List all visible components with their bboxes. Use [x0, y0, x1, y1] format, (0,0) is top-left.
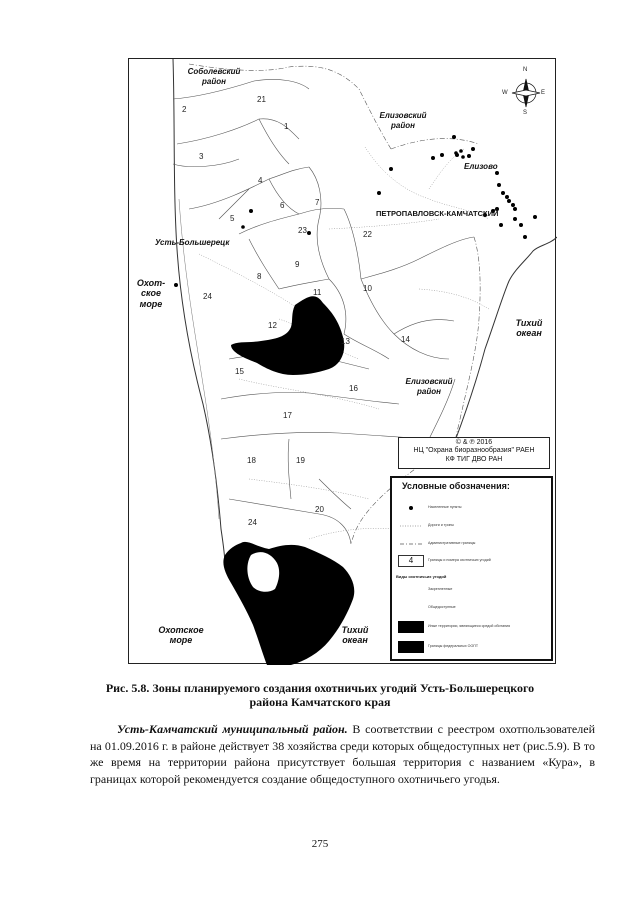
figure-caption	[90, 682, 550, 710]
legend-row-habitat: Иные территории, являющиеся средой обитания	[394, 621, 552, 635]
legend-row-roads: Дороги и тропы	[394, 520, 552, 534]
zone-label: 17	[283, 411, 292, 420]
admin-border-icon	[398, 538, 424, 550]
sea-pacific-lower: Тихий океан	[341, 625, 369, 646]
zone-label: 2	[182, 105, 187, 114]
zone-label: 19	[296, 456, 305, 465]
habitat-region-south	[223, 542, 354, 665]
legend-row-hunting: 4 Границы и номера охотничьих угодий	[394, 555, 552, 569]
legend-title: Условные обозначения:	[402, 481, 510, 491]
compass-s: S	[523, 110, 528, 116]
district-elizovsky-south: Елизовский район	[405, 377, 453, 396]
paragraph-text: В соответствии с реестром охотпользователей на 01.09.2016 г. в районе действует 38 хозяйства среди которых общедоступных нет (рис.5.9). В то же время на территории района присутствует большая территория с названием «Кура», в границах которой рекомендуется создание общедоступного охотничьего угодья.	[90, 722, 595, 786]
zone-label: 3	[199, 152, 204, 161]
zone-label: 8	[257, 272, 262, 281]
zone-label: 5	[230, 214, 235, 223]
body-paragraph	[90, 721, 595, 787]
zone-label: 24	[203, 292, 212, 301]
east-coastline	[455, 237, 557, 441]
compass-w: W	[502, 90, 508, 96]
zone-label: 15	[235, 367, 244, 376]
zone-label: 20	[315, 505, 324, 514]
zone-label: 12	[268, 321, 277, 330]
legend-types-header: Виды охотничьих угодий	[396, 574, 447, 579]
zone-label: 14	[401, 335, 410, 344]
map-figure	[128, 58, 556, 664]
zone-label: 23	[298, 226, 307, 235]
town-ust-bolsheretsk: Усть-Большерецк	[155, 238, 230, 247]
copyright-box	[398, 437, 550, 469]
compass-n: N	[523, 67, 528, 73]
zone-label: 24	[248, 518, 257, 527]
sea-pacific-upper: Тихий океан	[515, 318, 543, 339]
road-line-icon	[398, 520, 424, 532]
paragraph-lead: Усть-Камчатский муниципальный район.	[117, 722, 348, 736]
compass-e: E	[541, 90, 546, 96]
caption-line-1: Рис. 5.8. Зоны планируемого создания охотничьих угодий Усть-Большерецкого	[105, 681, 535, 695]
zone-label: 18	[247, 456, 256, 465]
habitat-region-north	[231, 296, 344, 375]
district-sobolevsky: Соболевский район	[187, 67, 241, 86]
settlement-dot-icon	[398, 502, 424, 514]
page-number: 275	[311, 838, 329, 850]
zone-label: 11	[313, 288, 322, 297]
legend-row-reserved: Закрепленные	[394, 584, 552, 598]
admin-borders	[189, 64, 480, 544]
zone-label: 13	[341, 337, 350, 346]
zone-label: 16	[349, 384, 358, 393]
copyright-line: © & ℗ 2016	[455, 439, 493, 446]
west-coastline-inner	[179, 199, 219, 519]
legend-row-admin: Административные границы	[394, 538, 552, 552]
copyright-line: НЦ "Охрана биоразнообразия" РАЕН	[413, 447, 535, 455]
legend-row-public: Общедоступные	[394, 602, 552, 616]
zone-label: 21	[257, 95, 266, 104]
hunting-number-icon: 4	[398, 555, 424, 567]
town-petropavlovsk: ПЕТРОПАВЛОВСК-КАМЧАТСКИЙ	[376, 209, 499, 218]
caption-line-2: района Камчатского края	[249, 694, 391, 709]
zone-label: 10	[363, 284, 372, 293]
zone-label: 4	[258, 176, 263, 185]
district-elizovsky-north: Елизовский район	[379, 111, 427, 130]
zone-label: 22	[363, 230, 372, 239]
copyright-line: КФ ТИГ ДВО РАН	[445, 455, 503, 463]
public-swatch	[398, 602, 424, 614]
legend-row-oopt: Границы федеральных ООПТ	[394, 641, 552, 655]
legend-row-settlements: Населенные пункты	[394, 502, 552, 516]
reserved-swatch	[398, 584, 424, 596]
zone-label: 7	[315, 198, 320, 207]
sea-okhotsk-upper: Охот- ское море	[136, 278, 166, 309]
map-legend	[390, 476, 553, 661]
zone-label: 6	[280, 201, 285, 210]
zone-label: 9	[295, 260, 300, 269]
zone-label: 1	[284, 122, 289, 131]
compass-rose-icon	[512, 79, 540, 107]
habitat-swatch	[398, 621, 424, 633]
town-elizovo: Елизово	[464, 162, 498, 171]
sea-okhotsk-lower: Охотское море	[158, 625, 204, 646]
oopt-swatch	[398, 641, 424, 653]
